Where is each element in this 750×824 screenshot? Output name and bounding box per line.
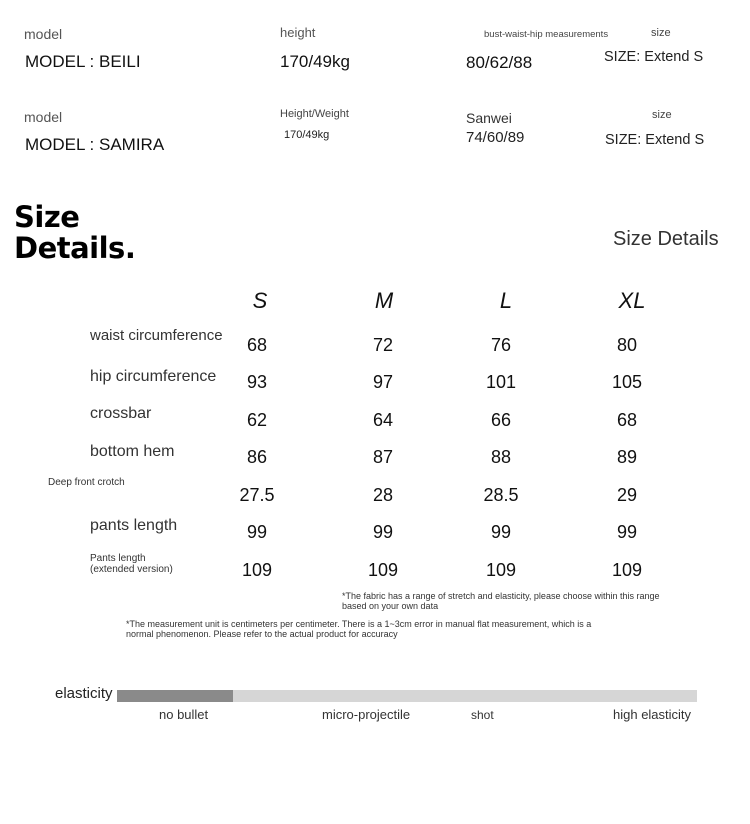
sanwei-label-2: Sanwei — [466, 110, 512, 126]
row-label-pants-length: pants length — [90, 517, 178, 534]
cell-ext-xl: 109 — [611, 560, 643, 580]
note-measurement-line2: normal phenomenon. Please refer to the actual product for accuracy — [126, 628, 398, 639]
cell-length-xl: 99 — [616, 522, 638, 542]
row-label-bottom-hem: bottom hem — [90, 443, 175, 460]
size-value-2: SIZE: Extend S — [605, 132, 705, 148]
size-details-subtitle: Size Details — [613, 228, 719, 250]
row-label-crossbar: crossbar — [90, 405, 152, 422]
row-label-front-crotch: Deep front crotch — [48, 477, 125, 488]
size-details-title-line2: Details. — [14, 231, 136, 265]
row-label-pants-length-extended-line2: (extended version) — [90, 564, 173, 575]
bwh-value-1: 80/62/88 — [466, 53, 533, 72]
cell-hip-s: 93 — [246, 372, 268, 392]
cell-crotch-xl: 29 — [616, 485, 638, 505]
note-measurement-line1: *The measurement unit is centimeters per centimeter. There is a 1~3cm error in manual flat measurement, which is a — [126, 619, 592, 629]
note-elasticity — [342, 592, 660, 611]
cell-hip-xl: 105 — [611, 372, 643, 392]
cell-crotch-s: 27.5 — [239, 485, 275, 505]
cell-hip-l: 101 — [485, 372, 517, 392]
row-label-hip: hip circumference — [90, 368, 217, 385]
cell-crotch-m: 28 — [372, 485, 394, 505]
elasticity-level-shot: shot — [471, 708, 494, 722]
cell-length-s: 99 — [246, 522, 268, 542]
model-name-2: MODEL : SAMIRA — [25, 135, 165, 154]
cell-crossbar-l: 66 — [490, 410, 512, 430]
elasticity-label: elasticity — [55, 685, 113, 702]
height-weight-label-2: Height/Weight — [280, 108, 349, 120]
cell-length-m: 99 — [372, 522, 394, 542]
cell-waist-xl: 80 — [616, 335, 638, 355]
cell-hip-m: 97 — [372, 372, 394, 392]
row-label-waist: waist circumference — [90, 327, 223, 344]
bwh-label-1: bust-waist-hip measurements — [484, 29, 609, 40]
cell-hem-m: 87 — [372, 447, 394, 467]
cell-length-l: 99 — [490, 522, 512, 542]
size-header-xl: XL — [618, 288, 646, 313]
size-header-m: M — [374, 288, 394, 313]
cell-crossbar-m: 64 — [372, 410, 394, 430]
note-elasticity-line1: *The fabric has a range of stretch and elasticity, please choose within this range — [342, 591, 660, 601]
elasticity-level-micro: micro-projectile — [322, 707, 411, 722]
size-value-1: SIZE: Extend S — [604, 49, 704, 65]
cell-crossbar-xl: 68 — [616, 410, 638, 430]
size-header-s: S — [252, 288, 268, 313]
size-label-1: size — [651, 27, 671, 39]
cell-crotch-l: 28.5 — [483, 485, 519, 505]
cell-hem-s: 86 — [246, 447, 268, 467]
elasticity-level-none: no bullet — [159, 707, 209, 722]
size-details-title-line1: Size — [14, 200, 80, 234]
note-measurement — [126, 620, 591, 639]
cell-waist-l: 76 — [490, 335, 512, 355]
row-label-pants-length-extended-line1: Pants length — [90, 553, 146, 564]
cell-ext-m: 109 — [367, 560, 399, 580]
elasticity-level-high: high elasticity — [613, 707, 692, 722]
model-label-1: model — [24, 26, 63, 42]
size-header-l: L — [499, 288, 513, 313]
cell-crossbar-s: 62 — [246, 410, 268, 430]
cell-waist-m: 72 — [372, 335, 394, 355]
sanwei-value-2: 74/60/89 — [466, 129, 525, 146]
elasticity-bar — [117, 690, 697, 702]
cell-ext-s: 109 — [241, 560, 273, 580]
size-label-2: size — [652, 109, 672, 121]
cell-ext-l: 109 — [485, 560, 517, 580]
row-label-pants-length-extended — [90, 553, 173, 575]
height-label-1: height — [280, 25, 316, 40]
model-label-2: model — [24, 109, 63, 125]
size-details-title — [14, 202, 135, 264]
elasticity-bar-fill — [117, 690, 233, 702]
note-elasticity-line2: based on your own data — [342, 600, 439, 611]
height-weight-value-2: 170/49kg — [284, 129, 330, 141]
cell-waist-s: 68 — [246, 335, 268, 355]
height-value-1: 170/49kg — [280, 52, 350, 71]
cell-hem-l: 88 — [490, 447, 512, 467]
model-name-1: MODEL : BEILI — [25, 52, 141, 71]
cell-hem-xl: 89 — [616, 447, 638, 467]
